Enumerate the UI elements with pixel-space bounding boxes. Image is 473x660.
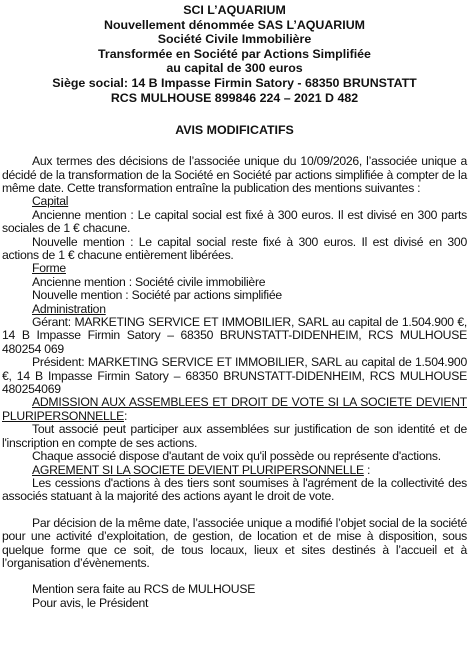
admission-heading-text: ADMISSION AUX ASSEMBLEES ET DROIT DE VOTE SI LA SOCIETE DEVIENT PLURIPERSONNELLE xyxy=(2,395,467,423)
intro-paragraph: Aux termes des décisions de l’associée unique du 10/09/2026, l’associée unique a décidé de la transformation de la Société en Société par actions simplifiée à compter de la même date. Cette transformation entraîne la publication des mentions suivantes : xyxy=(2,154,467,195)
admission-heading-colon: : xyxy=(123,408,128,423)
forme-old-mention: Ancienne mention : Société civile immobilière xyxy=(32,274,266,289)
new-company-name: Nouvellement dénommée SAS L’AQUARIUM xyxy=(104,17,365,32)
notice-body xyxy=(2,155,467,610)
rcs-mention: Mention sera faite au RCS de MULHOUSE xyxy=(32,582,256,597)
company-name: SCI L’AQUARIUM xyxy=(183,3,286,17)
agrement-heading-text: AGREMENT SI LA SOCIETE DEVIENT PLURIPERSONNELLE xyxy=(32,462,364,477)
notice-header xyxy=(2,3,467,105)
notice-title: AVIS MODIFICATIFS xyxy=(175,123,294,138)
admission-heading xyxy=(2,396,467,423)
gerant-paragraph: Gérant: MARKETING SERVICE ET IMMOBILIER, SARL au capital de 1.504.900 €, 14 B Impasse Firmin Satory – 68350 BRUNSTATT-DIDENHEIM, RCS MULHOUSE 480254 069 xyxy=(2,315,467,356)
signature: Pour avis, le Président xyxy=(32,595,149,610)
admission-paragraph-2: Chaque associé dispose d'autant de voix qu'il possède ou représente d'actions. xyxy=(32,449,441,464)
forme-new-mention: Nouvelle mention : Société par actions simplifiée xyxy=(32,288,282,303)
rcs-number: RCS MULHOUSE 899846 224 – 2021 D 482 xyxy=(110,90,359,105)
objet-paragraph: Par décision de la même date, l’associée unique a modifié l’objet social de la société pour une activité d’exploitation, de gestion, de location et de mise à disposition, sous quelque forme que ce soit, de tous locaux, lieux et sites destinés à l’accueil et à l’organisation d’évènements. xyxy=(2,515,467,570)
agrement-heading xyxy=(2,464,467,477)
capital-new-mention: Nouvelle mention : Le capital social reste fixé à 300 euros. Il est divisé en 300 actions de 1 € chacune entièrement libérées. xyxy=(2,234,467,262)
capital-heading: Capital xyxy=(32,194,69,209)
agrement-heading-colon: : xyxy=(363,462,371,477)
agrement-paragraph: Les cessions d'actions à des tiers sont soumises à l'agrément de la collectivité des associés statuant à la majorité des actions ayant le droit de vote. xyxy=(2,475,467,504)
administration-heading: Administration xyxy=(32,301,106,316)
spacer xyxy=(2,504,467,517)
registered-office: Siège social: 14 B Impasse Firmin Satory - 68350 BRUNSTATT xyxy=(52,75,417,90)
transformation-line: Transformée en Société par Actions Simplifiée xyxy=(98,46,371,61)
capital-old-mention: Ancienne mention : Le capital social est fixé à 300 euros. Il est divisé en 300 parts sociales de 1 € chacune. xyxy=(2,207,467,236)
forme-heading: Forme xyxy=(32,261,66,276)
admission-paragraph-1: Tout associé peut participer aux assemblées sur justification de son identité et de l'inscription en compte de ses actions. xyxy=(2,422,467,450)
capital-line: au capital de 300 euros xyxy=(166,61,303,76)
president-paragraph: Président: MARKETING SERVICE ET IMMOBILIER, SARL au capital de 1.504.900 €, 14 B Impasse Firmin Satory – 68350 BRUNSTATT-DIDENHEIM, RCS MULHOUSE 480254069 xyxy=(2,355,467,397)
company-form: Société Civile Immobilière xyxy=(157,32,312,47)
